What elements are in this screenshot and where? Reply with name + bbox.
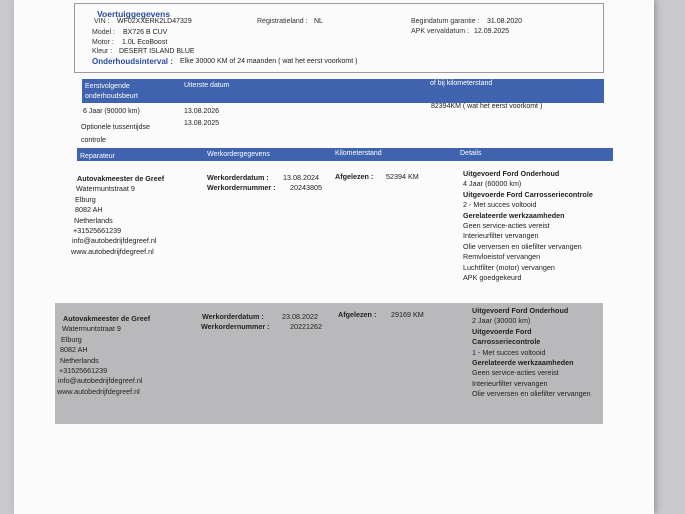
- next-service-col-header: Eerstvolgende onderhoudsbeurt: [85, 83, 138, 100]
- detail-line: 4 Jaar (60000 km): [463, 179, 522, 189]
- repairer-col-header: Reparateur: [80, 153, 116, 160]
- dealer-zip: 8082 AH: [75, 205, 103, 215]
- record-1-dealer: [72, 174, 164, 257]
- motor-value: 1.0L EcoBoost: [122, 39, 168, 46]
- record-1-date: 13.08.2024: [283, 173, 319, 182]
- detail-line: Geen service-acties vereist: [472, 368, 559, 378]
- record-2-date-label: Werkorderdatum :: [202, 312, 264, 321]
- detail-line: Olie verversen en oliefilter vervangen: [472, 389, 591, 399]
- detail-line: 2 - Met succes voltooid: [463, 200, 537, 210]
- record-2-details: [472, 306, 597, 400]
- record-1-number-label: Werkordernummer :: [207, 183, 276, 192]
- detail-line: APK goedgekeurd: [463, 273, 522, 283]
- workorder-col-header: Werkordergegevens: [207, 151, 270, 158]
- detail-line: Gerelateerde werkzaamheden: [463, 210, 565, 220]
- history-header-bar: [77, 148, 613, 161]
- detail-line: Interieurfilter vervangen: [472, 378, 548, 388]
- regland-value: NL: [314, 18, 323, 25]
- dealer-city: Elburg: [75, 194, 96, 204]
- detail-line: Uitgevoerde Ford Carrosseriecontrole: [463, 189, 593, 199]
- dealer-name: Autovakmeester de Greef: [63, 314, 151, 323]
- kleur-value: DESERT ISLAND BLUE: [119, 48, 195, 55]
- detail-line: Remvloeistof vervangen: [463, 252, 541, 262]
- apk-value: 12.09.2025: [474, 28, 510, 35]
- record-2-km: 29169 KM: [391, 310, 424, 319]
- dealer-website: www.autobedrijfdegreef.nl: [71, 246, 154, 256]
- detail-line: Uitgevoerde Ford Carrosseriecontrole: [472, 326, 541, 347]
- deadline-col-header: Uiterste datum: [184, 82, 230, 89]
- motor-label: Motor :: [92, 39, 114, 46]
- km-col-header: of bij kilometerstand: [430, 80, 493, 87]
- interval-value: Elke 30000 KM of 24 maanden ( wat het eerst voorkomt ): [180, 58, 358, 65]
- record-1-km-label: Afgelezen :: [335, 172, 374, 181]
- dealer-country: Netherlands: [60, 355, 99, 365]
- dealer-phone: +31525661239: [73, 226, 122, 236]
- regland-label: Registratieland :: [257, 18, 308, 25]
- optional-check-name: Optionele tussentijdse controle: [81, 124, 150, 144]
- dealer-name: Autovakmeester de Greef: [77, 174, 165, 183]
- dealer-website: www.autobedrijfdegreef.nl: [57, 386, 140, 396]
- detail-line: Olie verversen en oliefilter vervangen: [463, 241, 582, 251]
- dealer-zip: 8082 AH: [60, 345, 88, 355]
- next-service-name: 6 Jaar (90000 km): [83, 108, 140, 115]
- vin-label: VIN :: [94, 18, 110, 25]
- dealer-street: Watermuntstraat 9: [62, 324, 121, 334]
- detail-line: Uitgevoerd Ford Onderhoud: [463, 169, 560, 178]
- mileage-col-header: Kilometerstand: [335, 150, 382, 157]
- optional-check-date: 13.08.2025: [184, 120, 220, 127]
- record-1-details: [463, 169, 598, 283]
- interval-label: Onderhoudsinterval :: [92, 57, 173, 66]
- detail-line: Uitgevoerd Ford Onderhoud: [472, 306, 569, 315]
- record-2-date: 23.08.2022: [282, 312, 318, 321]
- begindatum-label: Begindatum garantie :: [411, 18, 480, 25]
- dealer-city: Elburg: [61, 334, 82, 344]
- begindatum-value: 31.08.2020: [487, 18, 523, 25]
- vehicle-section-title: Voertuiggegevens: [97, 9, 171, 19]
- dealer-email: info@autobedrijfdegreef.nl: [58, 376, 143, 386]
- model-value: BX726 B CUV: [123, 29, 168, 36]
- record-2-number: 20221262: [290, 322, 322, 331]
- apk-label: APK vervaldatum :: [411, 28, 469, 35]
- record-1-km: 52394 KM: [386, 172, 419, 181]
- details-col-header: Details: [460, 150, 482, 157]
- kleur-label: Kleur :: [92, 48, 113, 55]
- detail-line: Gerelateerde werkzaamheden: [472, 358, 574, 368]
- record-2-dealer: [57, 314, 150, 397]
- detail-line: Luchtfilter (motor) vervangen: [463, 262, 555, 272]
- detail-line: Geen service-acties vereist: [463, 221, 550, 231]
- record-2-km-label: Afgelezen :: [338, 310, 377, 319]
- detail-line: 2 Jaar (30000 km): [472, 316, 531, 326]
- next-service-header-bar: [82, 79, 604, 103]
- detail-line: 1 - Met succes voltooid: [472, 347, 546, 357]
- record-1-number: 20243805: [290, 183, 322, 192]
- vin-value: WF02XXERK2LD47329: [117, 18, 192, 25]
- next-service-km: 82394KM ( wat het eerst voorkomt ): [431, 103, 543, 110]
- dealer-email: info@autobedrijfdegreef.nl: [72, 236, 157, 246]
- model-label: Model :: [92, 29, 115, 36]
- dealer-phone: +31525661239: [59, 366, 108, 376]
- next-service-date: 13.08.2026: [184, 108, 220, 115]
- record-1-date-label: Werkorderdatum :: [207, 173, 269, 182]
- detail-line: Interieurfilter vervangen: [463, 231, 539, 241]
- record-2-number-label: Werkordernummer :: [201, 322, 270, 331]
- dealer-country: Netherlands: [74, 215, 113, 225]
- dealer-street: Watermuntstraat 9: [76, 184, 135, 194]
